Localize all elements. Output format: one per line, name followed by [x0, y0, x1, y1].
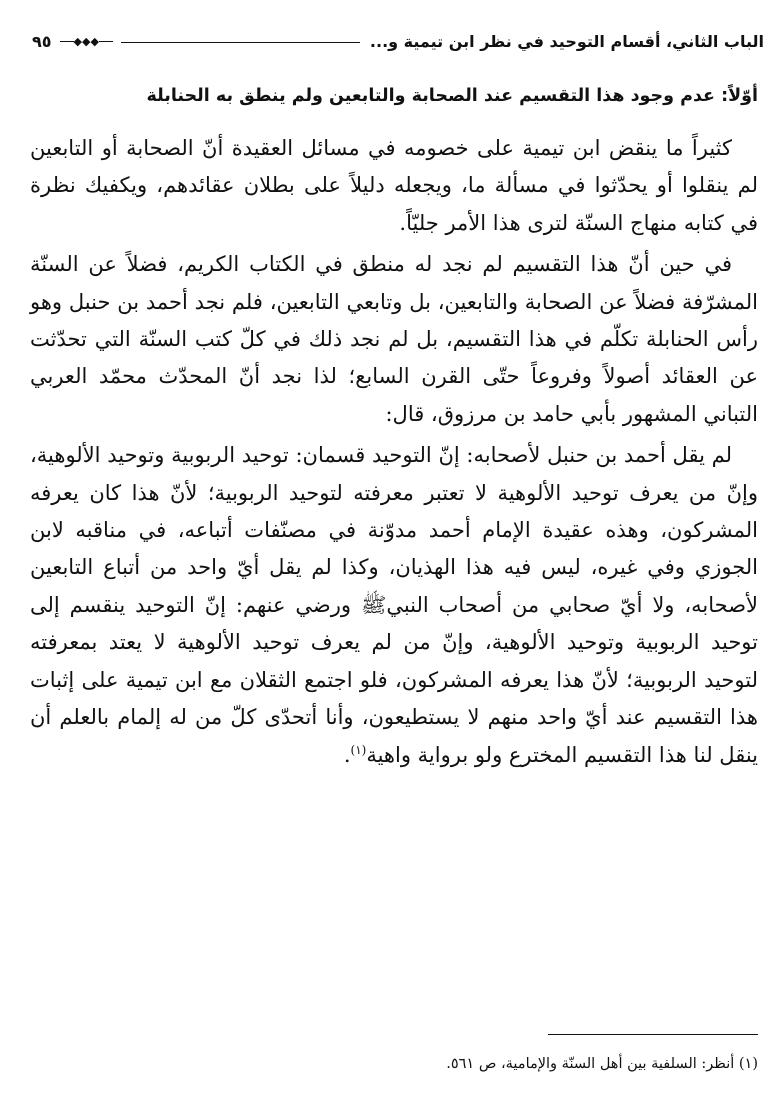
header-ornament	[60, 35, 113, 48]
header-rule	[121, 42, 360, 43]
book-page	[28, 18, 764, 1088]
section-heading: أوّلاً: عدم وجود هذا التقسيم عند الصحابة والتابعين ولم ينطق به الحنابلة	[146, 86, 758, 106]
ornament-segment	[99, 41, 113, 42]
page-number: ٩٥	[32, 31, 52, 51]
diamond-ornament-icon: ◆◆◆	[73, 34, 99, 48]
footnote-rule	[548, 1034, 758, 1035]
paragraph: كثيراً ما ينقض ابن تيمية على خصومه في مسائل العقيدة أنّ الصحابة أو التابعين لم ينقلوا أو يحدّثوا في مسألة ما، ويجعله دليلاً على بطلان عقائدهم، ويكفيك نظرة في كتابه منهاج السنّة لترى هذا الأمر جليّاً.	[30, 136, 758, 235]
quote-text: لم يقل أحمد بن حنبل لأصحابه: إنّ التوحيد قسمان: توحيد الربوبية وتوحيد الألوهية، وإنّ من يعرف توحيد الألوهية لا تعتبر معرفته لتوحيد الربوبية؛ لأنّ هذا كان يعرفه المشركون، وهذه عقيدة الإمام أحمد مدوّنة في مصنّفات أتباعه، في مناقبه لابن الجوزي وفي غيره، ليس فيه هذا الهذيان، وكذا لم يقل أيّ واحد من أتباع التابعين لأصحابه، ولا أيّ صحابي من أصحاب النبيﷺ ورضي عنهم: إنّ التوحيد ينقسم إلى توحيد الربوبية وتوحيد الألوهية، وإنّ من لم يعرف توحيد الألوهية لا يعتد بمعرفته لتوحيد الربوبية؛ لأنّ هذا يعرفه المشركون، فلو اجتمع الثقلان مع ابن تيمية على إثبات هذا التقسيم عند أيّ واحد منهم لا يستطيعون، وأنا أتحدّى كلّ من له إلمام بالعلم أن ينقل لنا هذا التقسيم المخترع ولو برواية واهية	[30, 443, 758, 767]
paragraph: في حين أنّ هذا التقسيم لم نجد له منطق في الكتاب الكريم، فضلاً عن السنّة المشرّفة فضلاً عن الصحابة والتابعين، بل وتابعي التابعين، فلم نجد أحمد بن حنبل وهو رأس الحنابلة تكلّم في هذا التقسيم، بل لم نجد ذلك في كلّ كتب السنّة التي تحدّثت عن العقائد أصولاً وفروعاً حتّى القرن السابع؛ لذا نجد أنّ المحدّث محمّد العربي التباني المشهور بأبي حامد بن مرزوق، قال:	[30, 252, 758, 426]
footnote: (١) أنظر: السلفية بين أهل السنّة والإمامية، ص ٥٦١.	[446, 1056, 758, 1072]
footnote-reference: (١)	[350, 742, 367, 757]
ornament-segment	[60, 41, 74, 42]
final-punctuation: .	[343, 742, 351, 767]
body-text	[30, 130, 758, 774]
paragraph-quote	[30, 437, 758, 774]
running-header	[28, 26, 764, 56]
running-title: الباب الثاني، أقسام التوحيد في نظر ابن تيمية و...	[369, 31, 764, 51]
